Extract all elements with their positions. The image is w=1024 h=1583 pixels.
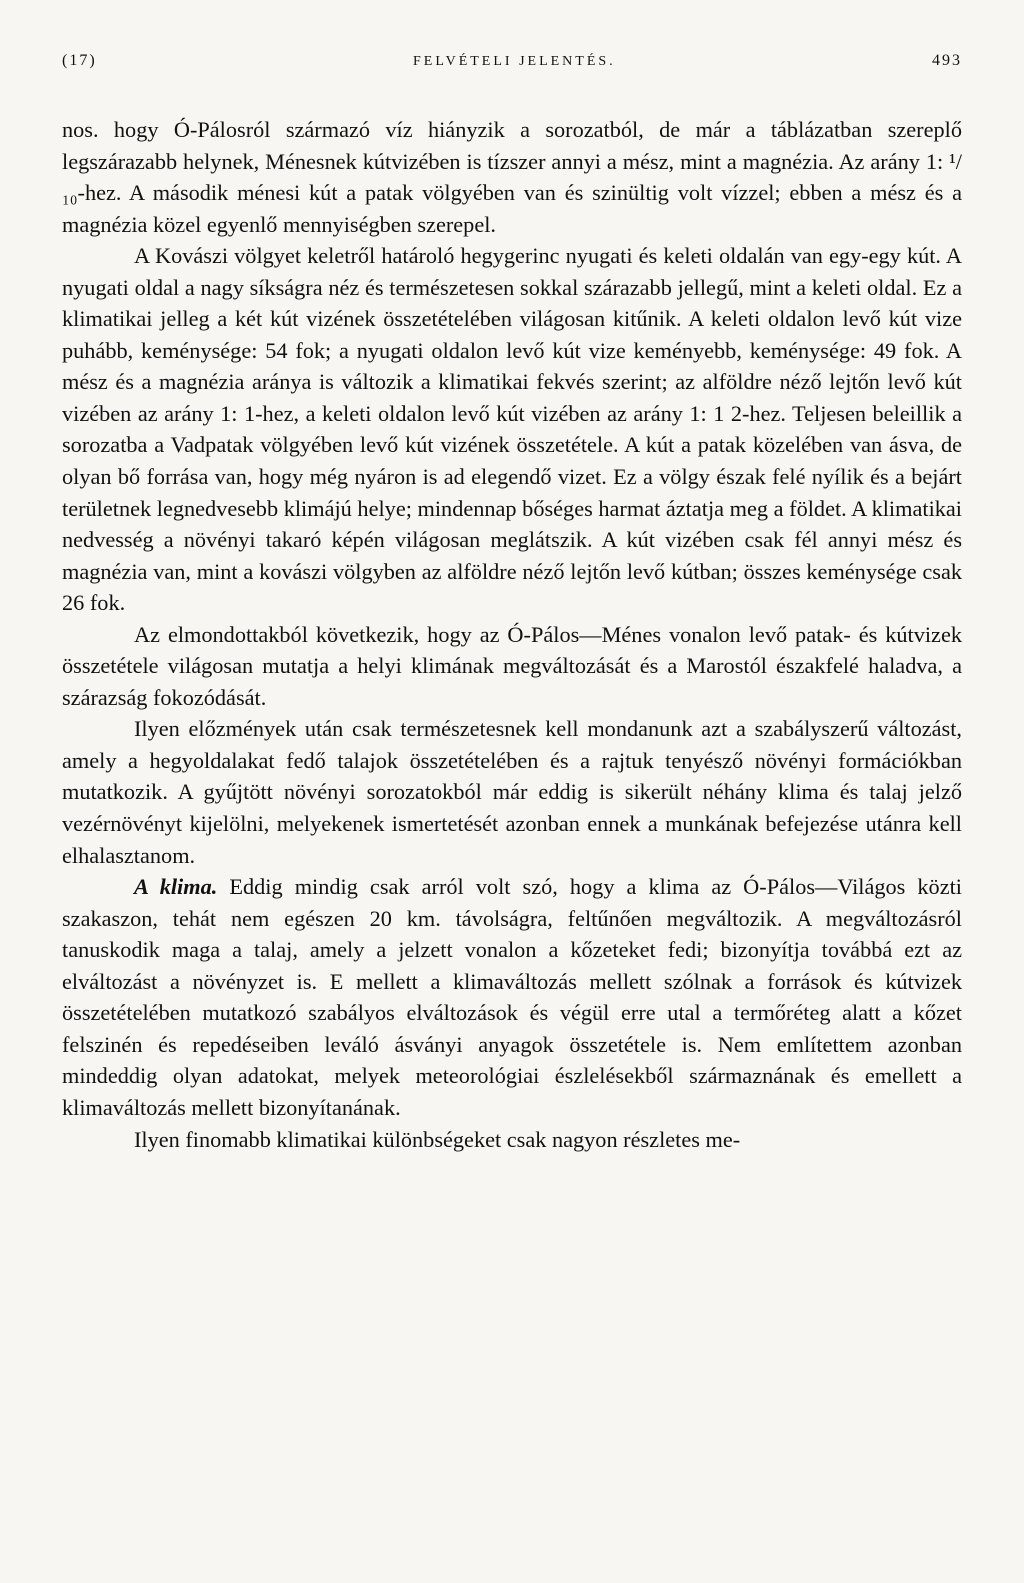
paragraph-text: nos. hogy Ó-Pálosról származó víz hiányzik a sorozatból, de már a táblázatban szereplő legszárazabb helynek, Ménesnek kútvizében is tízszer annyi a mész, mint a magnézia. Az arány 1: ¹/₁₀-hez. A második ménesi kút a patak völgyében van és szinültig volt vízzel; ebben a mész és a magnézia közel egyenlő mennyiségben szerepel. xyxy=(62,117,962,237)
running-title: FELVÉTELI JELENTÉS. xyxy=(412,54,616,69)
paragraph-text: A Kovászi völgyet keletről határoló hegygerinc nyugati és keleti oldalán van egy-egy kút. A nyugati oldal a nagy síkságra néz és természetesen sokkal szárazabb jellegű, mint a keleti oldal. Ez a klimatikai jelleg a két kút vizének összetételében világosan kitűnik. A keleti oldalon levő kút vize puhább, keménysége: 54 fok; a nyugati oldalon levő kút vize keményebb, keménysége: 49 fok. A mész és a magnézia aránya is változik a klimatikai fekvés szerint; az alföldre néző lejtőn levő kút vizében az arány 1: 1-hez, a keleti oldalon levő kút vizében az arány 1: 1 2-hez. Teljesen beleillik a sorozatba a Vadpatak völgyében levő kút vizének összetétele. A kút a patak közelében van ásva, de olyan bő forrása van, hogy még nyáron is ad elegendő vizet. Ez a völgy észak felé nyílik és a bejárt területnek legnedvesebb klimájú helye; mindennap bőséges harmat áztatja meg a földet. A klimatikai nedvesség a növényi takaró képén világosan meglátszik. A kút vizében csak fél annyi mész és magnézia van, mint a kovászi völgyben az alföldre néző lejtőn levő kútban; összes keménysége csak 26 fok. xyxy=(62,243,962,616)
paragraph-4 xyxy=(62,713,962,871)
paragraph-1 xyxy=(62,114,962,240)
paragraph-2 xyxy=(62,240,962,619)
paragraph-3 xyxy=(62,619,962,714)
body-text xyxy=(62,114,962,1155)
paragraph-text: Ilyen előzmények után csak természetesnek kell mondanunk azt a szabályszerű változást, amely a hegyoldalakat fedő talajok összetételében és a rajtuk tenyésző növényi formációkban mutatkozik. A gyűjtött növényi sorozatokból már eddig is sikerült néhány klima és talaj jelző vezérnövényt kijelölni, melyekenek ismertetését azonban ennek a munkának befejezése utánra kell elhalasztanom. xyxy=(62,716,962,868)
paragraph-text: Ilyen finomabb klimatikai különbségeket csak nagyon részletes me- xyxy=(134,1126,741,1152)
running-header xyxy=(62,52,962,92)
page-number: 493 xyxy=(932,52,962,69)
paragraph-5 xyxy=(62,871,962,1123)
section-heading: A klima. xyxy=(134,874,218,900)
paragraph-6 xyxy=(62,1124,962,1156)
chapter-number: (17) xyxy=(62,52,97,69)
paragraph-text: Eddig mindig csak arról volt szó, hogy a klima az Ó-Pálos—Világos közti szakaszon, tehát nem egészen 20 km. távolságra, feltűnően megváltozik. A megváltozásról tanuskodik maga a talaj, amely a jelzett vonalon a kőzeteket fedi; bizonyítja továbbá ezt az elváltozást a növényzet is. E mellett a klimaváltozás mellett szólnak a források és kútvizek összetételében mutatkozó szabályos elváltozások és végül erre utal a termőréteg alatt a kőzet felszinén és repedéseiben leváló ásványi anyagok összetétele is. Nem említettem azonban mindeddig olyan adatokat, melyek meteorológiai észlelésekből származnának és emellett a klimaváltozás mellett bizonyítanának. xyxy=(62,874,962,1120)
paragraph-text: Az elmondottakból következik, hogy az Ó-Pálos—Ménes vonalon levő patak- és kútvizek összetétele világosan mutatja a helyi klimának megváltozását és a Marostól északfelé haladva, a szárazság fokozódását. xyxy=(62,621,962,710)
